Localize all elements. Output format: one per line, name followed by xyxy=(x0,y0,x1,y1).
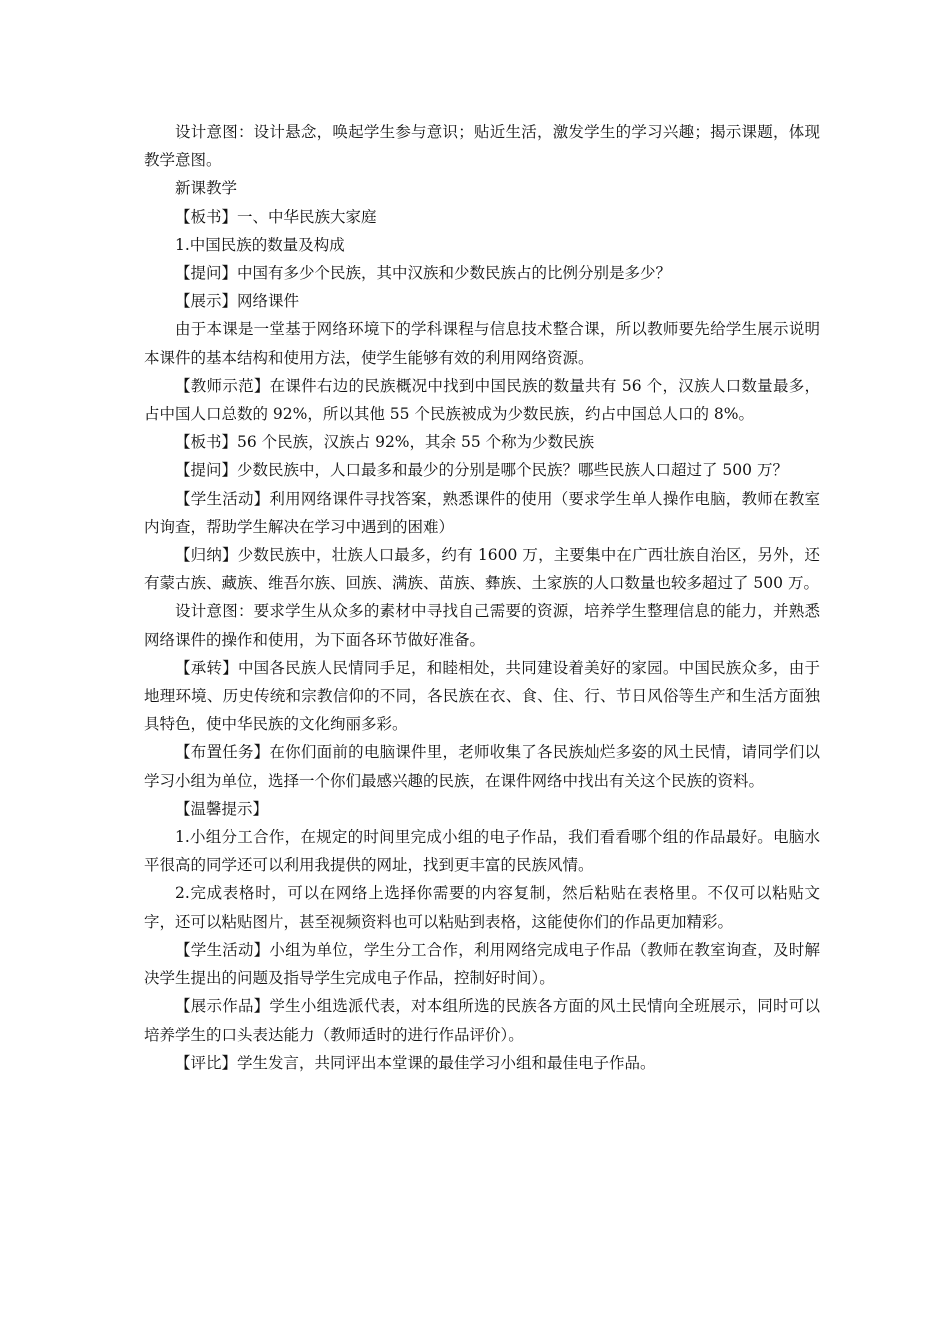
paragraph-board-2: 【板书】56 个民族，汉族占 92%，其余 55 个称为少数民族 xyxy=(175,433,595,452)
paragraph-student-activity-2: 【学生活动】小组为单位，学生分工合作，利用网络完成电子作品（教师在教室询查，及时解决学生提出的问题及指导学生完成电子作品，控制好时间）。 xyxy=(144,940,820,988)
paragraph-tip-2: 2.完成表格时，可以在网络上选择你需要的内容复制，然后粘贴在表格里。不仅可以粘贴文字，还可以粘贴图片，甚至视频资料也可以粘贴到表格，这能使你们的作品更加精彩。 xyxy=(144,884,820,931)
paragraph-teacher-demo: 【教师示范】在课件右边的民族概况中找到中国民族的数量共有 56 个，汉族人口数量最多，占中国人口总数的 92%，所以其他 55 个民族被成为少数民族，约占中国总人口的 8%。 xyxy=(144,376,820,424)
paragraph-question-1: 【提问】中国有多少个民族，其中汉族和少数民族占的比例分别是多少？ xyxy=(175,264,672,283)
paragraph-question-2: 【提问】少数民族中，人口最多和最少的分别是哪个民族？哪些民族人口超过了 500 万？ xyxy=(175,461,788,480)
paragraph-design-intent-1: 设计意图：设计悬念，唤起学生参与意识；贴近生活，激发学生的学习兴趣；揭示课题，体现教学意图。 xyxy=(144,123,820,170)
paragraph-student-activity-1: 【学生活动】利用网络课件寻找答案，熟悉课件的使用（要求学生单人操作电脑，教师在教室内询查，帮助学生解决在学习中遇到的困难） xyxy=(144,489,820,536)
paragraph-summary: 【归纳】少数民族中，壮族人口最多，约有 1600 万，主要集中在广西壮族自治区，另外，还有蒙古族、藏族、维吾尔族、回族、满族、苗族、彝族、土家族的人口数量也较多超过了 500 万。 xyxy=(144,546,820,593)
paragraph-explanation: 由于本课是一堂基于网络环境下的学科课程与信息技术整合课，所以教师要先给学生展示说明本课件的基本结构和使用方法，使学生能够有效的利用网络资源。 xyxy=(144,320,820,367)
paragraph-board-1: 【板书】一、中华民族大家庭 xyxy=(175,207,377,226)
paragraph-design-intent-2: 设计意图：要求学生从众多的素材中寻找自己需要的资源，培养学生整理信息的能力，并熟悉网络课件的操作和使用，为下面各环节做好准备。 xyxy=(144,602,820,649)
paragraph-evaluation: 【评比】学生发言，共同评出本堂课的最佳学习小组和最佳电子作品。 xyxy=(175,1053,656,1072)
paragraph-section-1: 1.中国民族的数量及构成 xyxy=(175,235,345,254)
document-body xyxy=(144,118,820,1077)
paragraph-display: 【展示】网络课件 xyxy=(175,292,300,311)
paragraph-new-lesson: 新课教学 xyxy=(175,179,238,198)
paragraph-show-works: 【展示作品】学生小组选派代表，对本组所选的民族各方面的风土民情向全班展示，同时可以培养学生的口头表达能力（教师适时的进行作品评价）。 xyxy=(144,997,820,1044)
paragraph-transition: 【承转】中国各民族人民情同手足，和睦相处，共同建设着美好的家园。中国民族众多，由于地理环境、历史传统和宗教信仰的不同，各民族在衣、食、住、行、节日风俗等生产和生活方面独具特色，使中华民族的文化绚丽多彩。 xyxy=(144,658,820,734)
paragraph-tip-1: 1.小组分工合作，在规定的时间里完成小组的电子作品，我们看看哪个组的作品最好。电脑水平很高的同学还可以利用我提供的网址，找到更丰富的民族风情。 xyxy=(144,828,820,875)
paragraph-assign-task: 【布置任务】在你们面前的电脑课件里，老师收集了各民族灿烂多姿的风土民情，请同学们以学习小组为单位，选择一个你们最感兴趣的民族，在课件网络中找出有关这个民族的资料。 xyxy=(144,743,820,790)
paragraph-tips-heading: 【温馨提示】 xyxy=(175,799,269,818)
